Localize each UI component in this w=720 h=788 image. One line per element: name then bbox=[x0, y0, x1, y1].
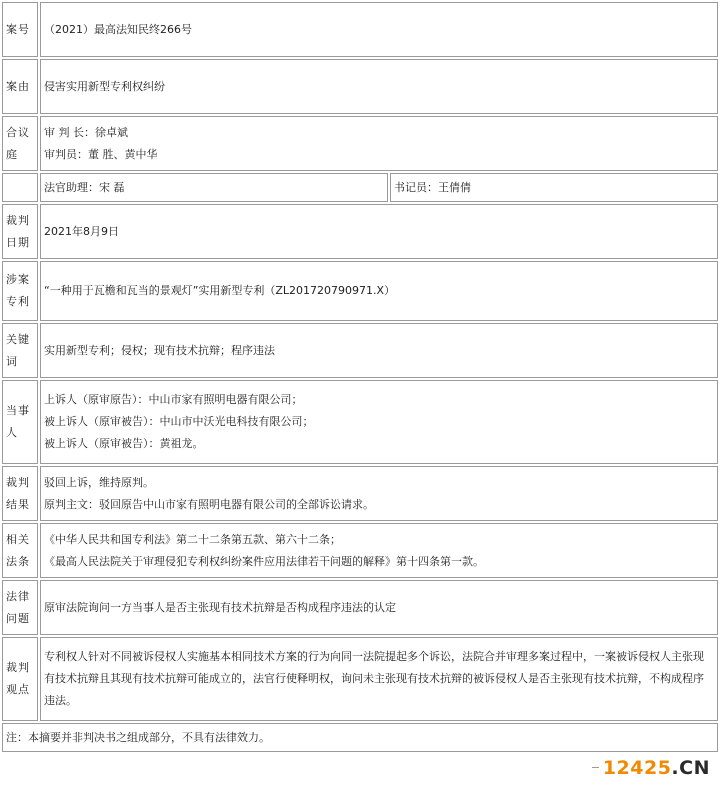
label-law: 相关法条 bbox=[2, 523, 38, 578]
label-patent: 涉案专利 bbox=[2, 261, 38, 321]
label-panel: 合议庭 bbox=[2, 116, 38, 171]
watermark-number: 12425 bbox=[602, 757, 672, 779]
row-patent bbox=[2, 261, 718, 321]
party-appellant: 上诉人（原审原告）：中山市家有照明电器有限公司； bbox=[44, 393, 303, 406]
note-text: 注：本摘要并非判决书之组成部分，不具有法律效力。 bbox=[2, 723, 718, 752]
site-watermark bbox=[592, 756, 710, 780]
label-case-number: 案号 bbox=[2, 2, 38, 57]
law-line-1: 《中华人民共和国专利法》第二十二条第五款、第六十二条； bbox=[44, 532, 341, 546]
value-parties bbox=[40, 380, 718, 464]
row-date bbox=[2, 204, 718, 259]
value-viewpoint: 专利权人针对不同被诉侵权人实施基本相同技术方案的行为向同一法院提起多个诉讼，法院合并审理多案过程中，一案被诉侵权人主张现有技术抗辩且其现有技术抗辩可能成立的，法官行使释明权，询问未主张现有技术抗辩的被诉侵权人是否主张现有技术抗辩，不构成程序违法。 bbox=[40, 637, 718, 721]
label-keywords: 关键词 bbox=[2, 323, 38, 378]
result-line-2: 原判主文：驳回原告中山市家有照明电器有限公司的全部诉讼请求。 bbox=[44, 497, 374, 511]
party-appellee-1: 被上诉人（原审被告）：中山市中沃光电科技有限公司； bbox=[44, 415, 314, 428]
label-viewpoint: 裁判观点 bbox=[2, 637, 38, 721]
value-cause: 侵害实用新型专利权纠纷 bbox=[40, 59, 718, 114]
row-viewpoint bbox=[2, 637, 718, 721]
value-case-number: （2021）最高法知民终266号 bbox=[40, 2, 718, 57]
row-assistant bbox=[2, 173, 718, 202]
label-result: 裁判结果 bbox=[2, 466, 38, 521]
value-result bbox=[40, 466, 718, 521]
value-law bbox=[40, 523, 718, 578]
law-line-2: 《最高人民法院关于审理侵犯专利权纠纷案件应用法律若干问题的解释》第十四条第一款。 bbox=[44, 554, 484, 568]
result-line-1: 驳回上诉，维持原判。 bbox=[44, 475, 154, 489]
judges: 审判员：董 胜、黄中华 bbox=[44, 147, 158, 161]
value-clerk: 书记员：王倩倩 bbox=[390, 173, 718, 202]
label-parties: 当事人 bbox=[2, 380, 38, 464]
value-issue: 原审法院询问一方当事人是否主张现有技术抗辩是否构成程序违法的认定 bbox=[40, 580, 718, 635]
label-issue: 法律问题 bbox=[2, 580, 38, 635]
value-panel bbox=[40, 116, 718, 171]
row-note bbox=[2, 723, 718, 752]
row-panel bbox=[2, 116, 718, 171]
presiding-judge: 审 判 长：徐卓斌 bbox=[44, 125, 128, 139]
row-issue bbox=[2, 580, 718, 635]
watermark-logo bbox=[599, 756, 710, 780]
row-keywords bbox=[2, 323, 718, 378]
label-cause: 案由 bbox=[2, 59, 38, 114]
value-patent: “一种用于瓦檐和瓦当的景观灯”实用新型专利（ZL201720790971.X） bbox=[40, 261, 718, 321]
label-date: 裁判日期 bbox=[2, 204, 38, 259]
value-keywords: 实用新型专利；侵权；现有技术抗辩；程序违法 bbox=[40, 323, 718, 378]
row-result bbox=[2, 466, 718, 521]
row-case-number bbox=[2, 2, 718, 57]
value-assistant: 法官助理：宋 磊 bbox=[40, 173, 388, 202]
row-parties bbox=[2, 380, 718, 464]
watermark-suffix: .CN bbox=[671, 757, 710, 779]
row-cause bbox=[2, 59, 718, 114]
value-date: 2021年8月9日 bbox=[40, 204, 718, 259]
label-empty bbox=[2, 173, 38, 202]
row-law bbox=[2, 523, 718, 578]
party-appellee-2: 被上诉人（原审被告）：黄祖龙。 bbox=[44, 437, 204, 450]
